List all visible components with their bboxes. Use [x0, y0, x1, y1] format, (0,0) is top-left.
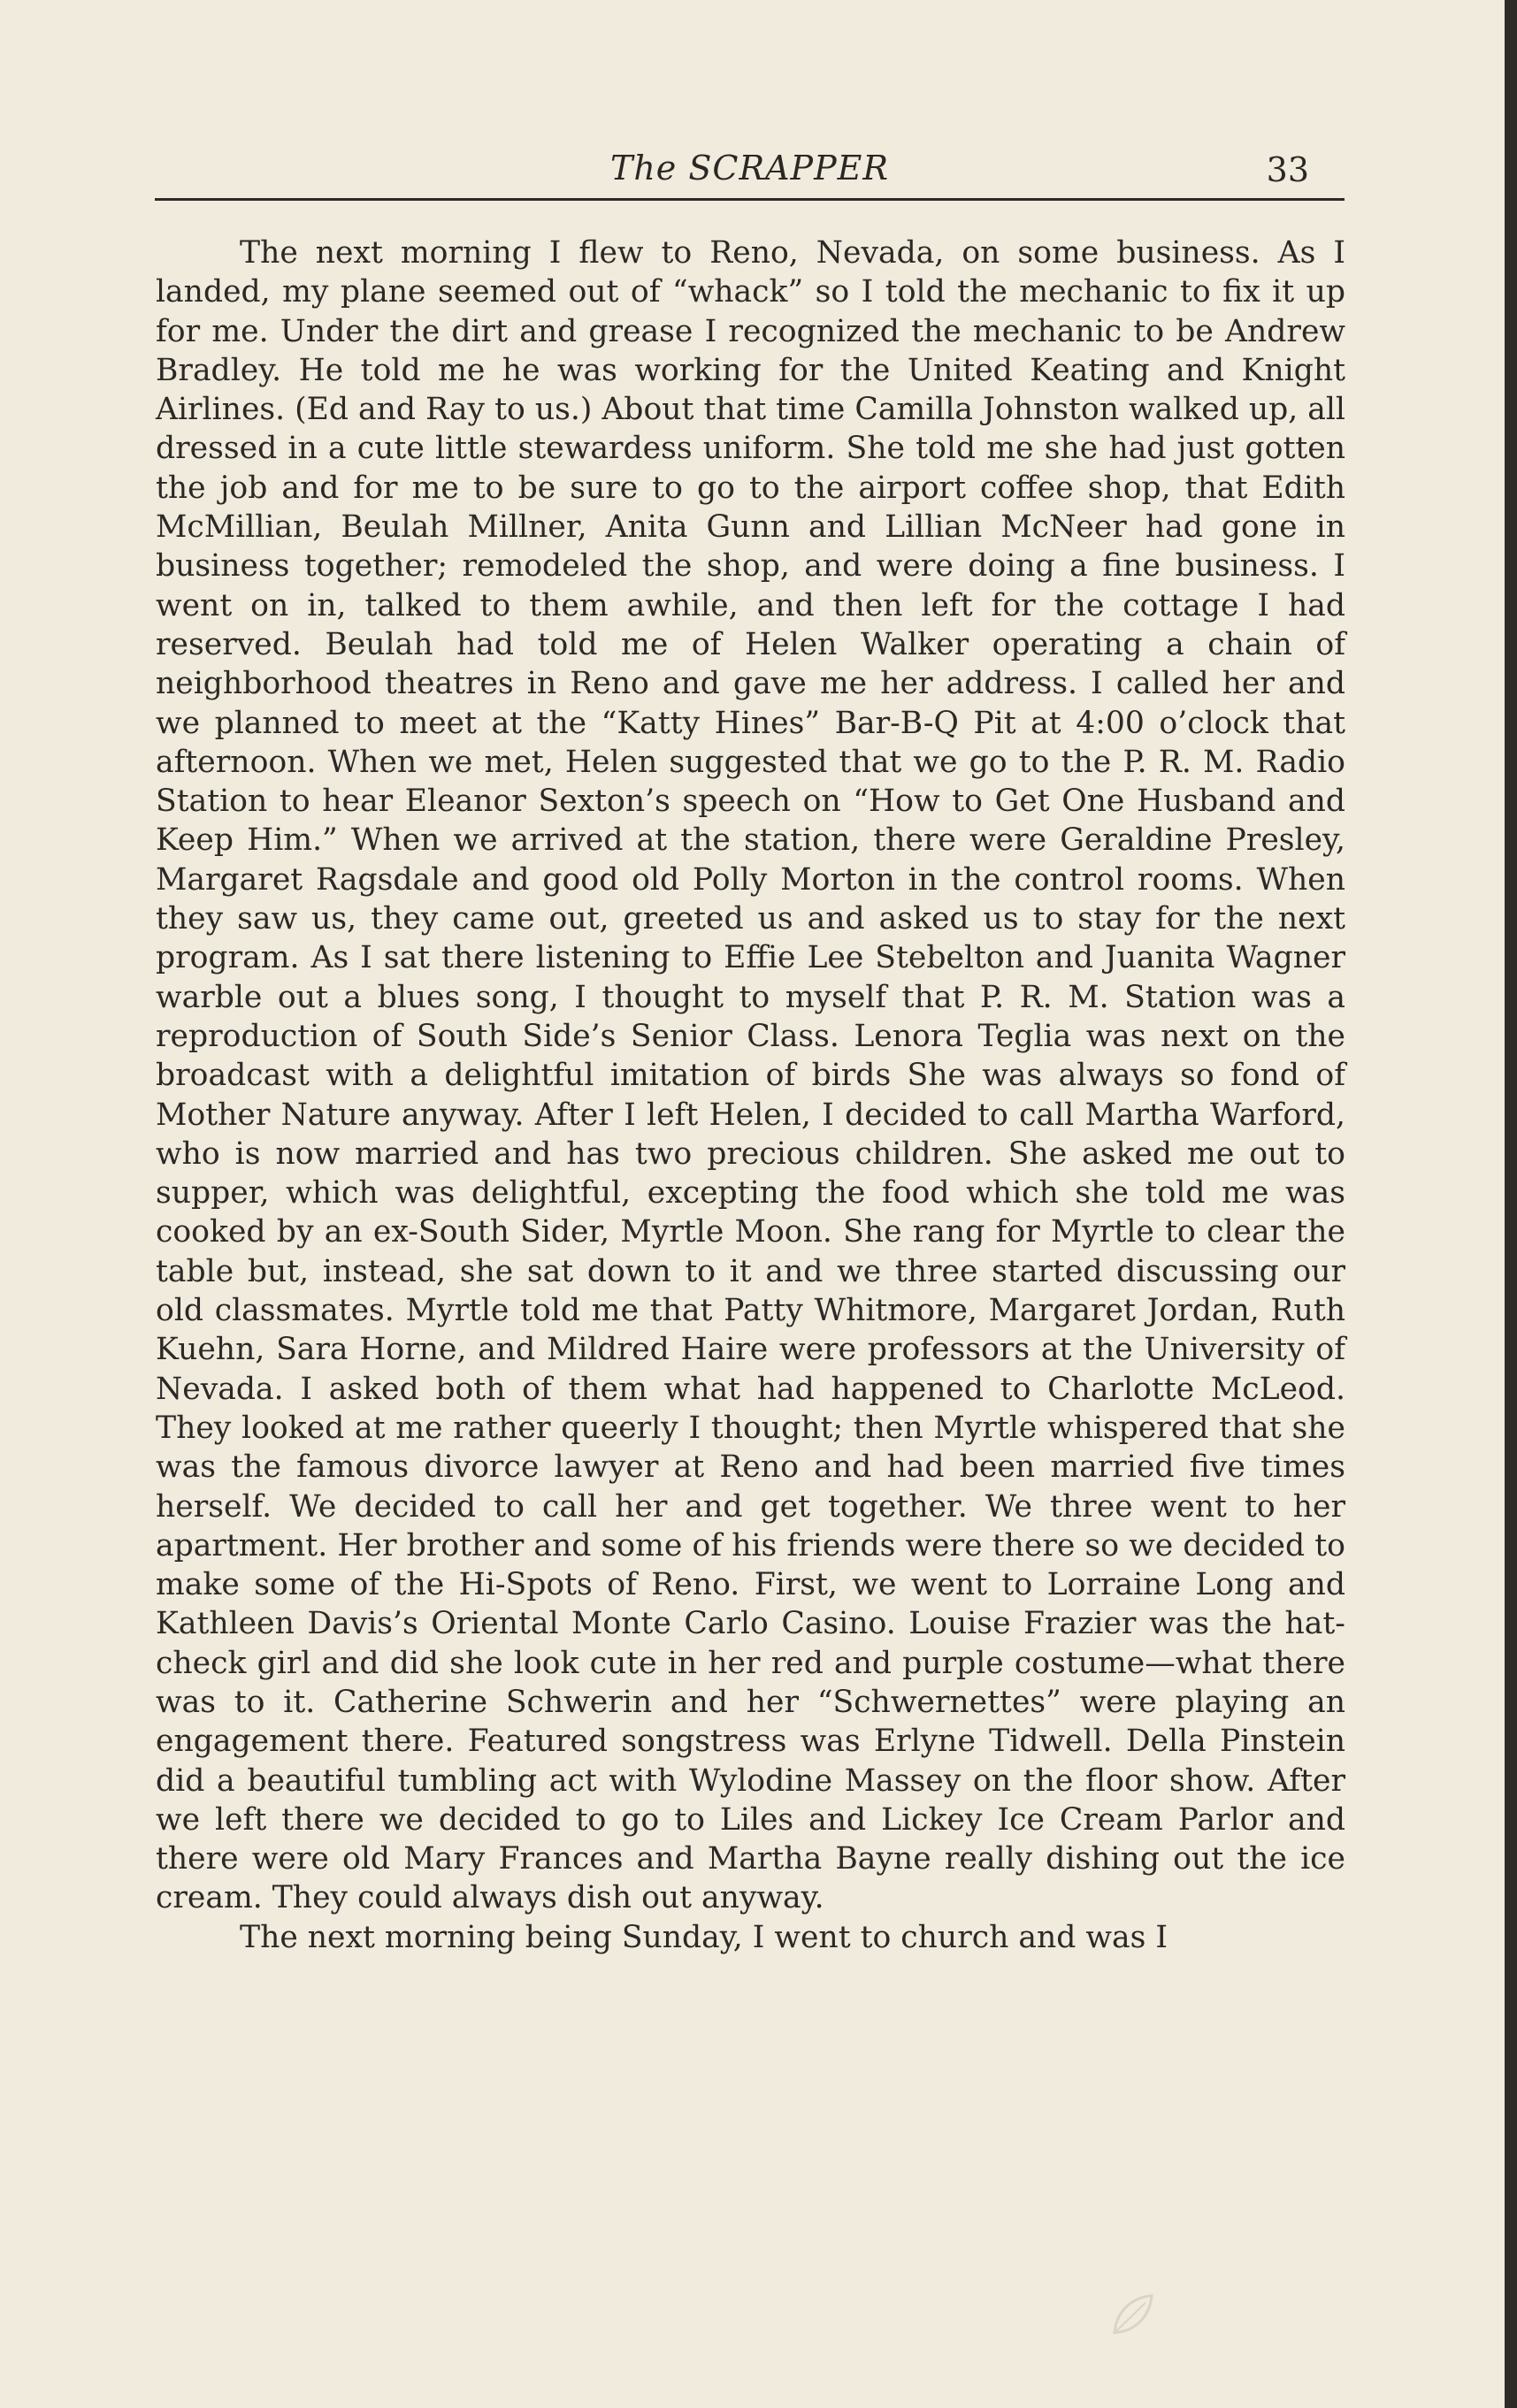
running-header: [155, 149, 1345, 201]
body-text: [156, 233, 1345, 1957]
page-edge: [1505, 0, 1517, 2408]
publication-title: The SCRAPPER: [609, 149, 890, 187]
leaf-watermark-icon: [1106, 2289, 1159, 2342]
page-number: 33: [1266, 150, 1309, 189]
paragraph: The next morning being Sunday, I went to church and was I: [240, 1919, 1168, 1955]
paragraph: The next morning I flew to Reno, Nevada, on some business. As I landed, my plane seemed out of “whack” so I told the mechanic to fix it up for me. Under the dirt and grease I recognized the mechanic to be Andrew Bradley. He told me he was working for the United Keating and Knight Airlines. (Ed and Ray to us.) About that time Camilla Johnston walked up, all dressed in a cute little stewardess uniform. She told me she had just gotten the job and for me to be sure to go to the airport coffee shop, that Edith McMillian, Beulah Millner, Anita Gunn and Lillian McNeer had gone in business together; remodeled the shop, and were doing a fine business. I went on in, talked to them awhile, and then left for the cottage I had reserved. Beulah had told me of Helen Walker operating a chain of neighborhood theatres in Reno and gave me her address. I called her and we planned to meet at the “Katty Hines” Bar-B-Q Pit at 4:00 o’clock that afternoon. When we met, Helen suggested that we go to the P. R. M. Radio Station to hear Eleanor Sexton’s speech on “How to Get One Husband and Keep Him.” When we arrived at the station, there were Geraldine Presley, Margaret Ragsdale and good old Polly Morton in the control rooms. When they saw us, they came out, greeted us and asked us to stay for the next program. As I sat there listening to Effie Lee Stebelton and Juanita Wagner warble out a blues song, I thought to myself that P. R. M. Station was a reproduction of South Side’s Senior Class. Lenora Teglia was next on the broadcast with a delightful imitation of birds She was always so fond of Mother Nature anyway. After I left Helen, I decided to call Martha Warford, who is now married and has two precious children. She asked me out to supper, which was delightful, excepting the food which she told me was cooked by an ex-South Sider, Myrtle Moon. She rang for Myrtle to clear the table but, instead, she sat down to it and we three started discussing our old classmates. Myrtle told me that Patty Whitmore, Margaret Jordan, Ruth Kuehn, Sara Horne, and Mildred Haire were professors at the University of Nevada. I asked both of them what had happened to Charlotte McLeod. They looked at me rather queerly I thought; then Myrtle whispered that she was the famous divorce lawyer at Reno and had been married five times herself. We decided to call her and get together. We three went to her apartment. Her brother and some of his friends were there so we decided to make some of the Hi-Spots of Reno. First, we went to Lorraine Long and Kathleen Davis’s Oriental Monte Carlo Casino. Louise Frazier was the hat-check girl and did she look cute in her red and purple costume—what there was to it. Catherine Schwerin and her “Schwernettes” were playing an engagement there. Featured songstress was Erlyne Tidwell. Della Pinstein did a beautiful tumbling act with Wylodine Massey on the floor show. After we left there we decided to go to Liles and Lickey Ice Cream Parlor and there were old Mary Frances and Martha Bayne really dishing out the ice cream. They could always dish out anyway.: [156, 235, 1345, 1916]
